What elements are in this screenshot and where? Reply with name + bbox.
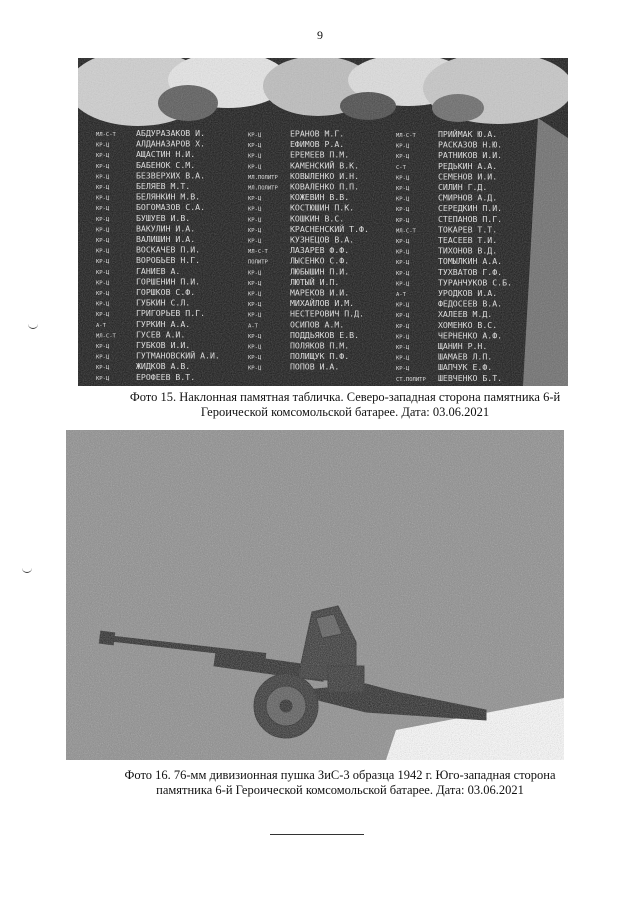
photo15-caption <box>110 390 580 420</box>
photo16-caption-line1: Фото 16. 76-мм дивизионная пушка ЗиС-3 образца 1942 г. Юго-западная сторона <box>124 768 556 782</box>
page-number: 9 <box>317 28 323 42</box>
photo15-caption-line2: Героической комсомольской батарее. Дата: 03.06.2021 <box>200 405 490 419</box>
punch-hole-mark <box>22 566 32 573</box>
photo16-caption <box>110 768 570 798</box>
gun-image <box>66 430 564 760</box>
plaque-image <box>78 58 568 386</box>
photo-memorial-plaque <box>78 58 568 386</box>
punch-hole-mark <box>28 322 38 329</box>
photo16-caption-line2: памятника 6-й Героической комсомольской батарее. Дата: 03.06.2021 <box>156 783 524 797</box>
photo15-caption-line1: Фото 15. Наклонная памятная табличка. Северо-западная сторона памятника 6-й <box>129 390 561 404</box>
photo-zis3-gun <box>66 430 564 760</box>
page-footer-rule <box>270 834 364 835</box>
